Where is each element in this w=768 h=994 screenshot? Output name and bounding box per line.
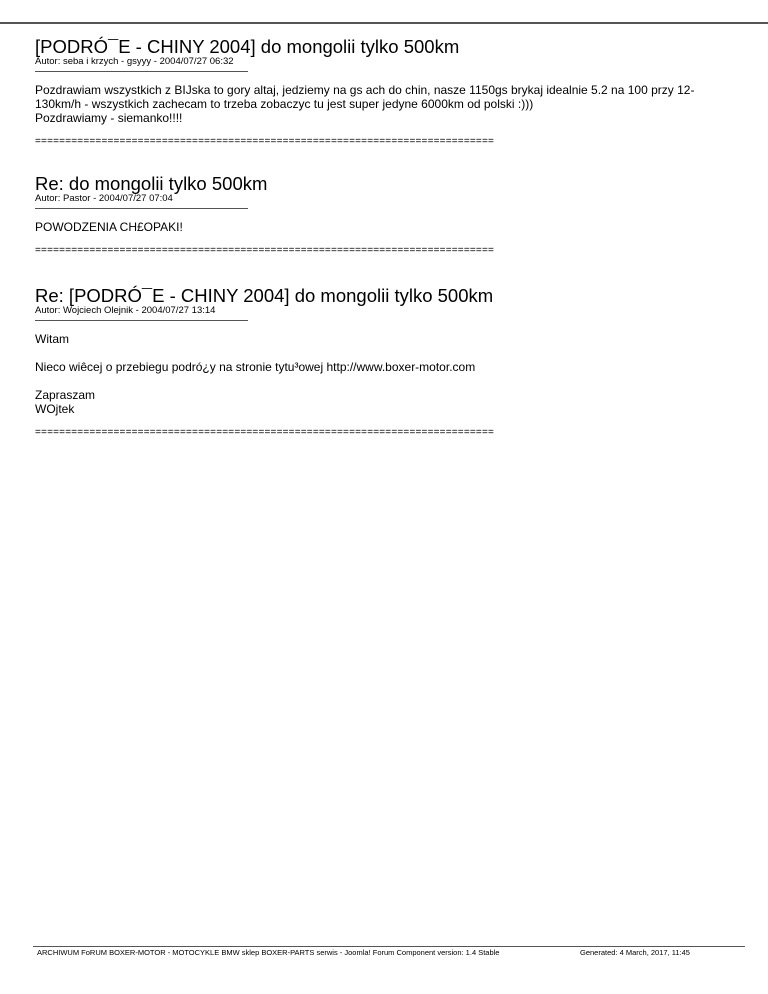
post-body	[35, 83, 735, 125]
title-underline	[35, 320, 248, 321]
title-underline	[35, 208, 248, 209]
post-paragraph: Zapraszam	[35, 388, 96, 402]
post-3	[35, 286, 735, 438]
title-underline	[35, 71, 248, 72]
paragraph-gap	[35, 346, 735, 360]
post-paragraph: WOjtek	[35, 402, 75, 416]
post-body	[35, 332, 735, 416]
post-body	[35, 220, 735, 234]
post-2	[35, 174, 735, 256]
post-author-meta: Autor: seba i krzych - gsyyy - 2004/07/27 06:32	[35, 56, 234, 67]
post-separator: ============================================================================	[35, 245, 495, 256]
post-title: Re: [PODRÓ¯E - CHINY 2004] do mongolii tylko 500km	[35, 285, 494, 306]
footer-generated-date: Generated: 4 March, 2017, 11:45	[580, 948, 690, 957]
header-rule	[0, 22, 768, 24]
post-paragraph: Nieco wiêcej o przebiegu podró¿y na stronie tytu³owej http://www.boxer-motor.com	[35, 360, 476, 374]
footer-source: ARCHIWUM FoRUM BOXER-MOTOR - MOTOCYKLE BMW sklep BOXER-PARTS serwis - Joomla! Forum Component version: 1.4 Stable	[37, 948, 500, 957]
post-separator: ============================================================================	[35, 136, 495, 147]
footer-rule	[33, 946, 745, 947]
post-author-meta: Autor: Pastor - 2004/07/27 07:04	[35, 193, 173, 204]
post-separator: ============================================================================	[35, 427, 495, 438]
post-1	[35, 37, 735, 147]
post-title: [PODRÓ¯E - CHINY 2004] do mongolii tylko 500km	[35, 36, 460, 57]
post-paragraph: Pozdrawiam wszystkich z BIJska to gory altaj, jedziemy na gs ach do chin, nasze 1150gs brykaj idealnie 5.2 na 100 przy 12-130km/h - wszystkich zachecam to trzeba zobaczyc tu jest super jedyne 6000km od polski :)))	[35, 83, 695, 111]
post-paragraph: POWODZENIA CH£OPAKI!	[35, 220, 183, 234]
paragraph-gap	[35, 374, 735, 388]
post-author-meta: Autor: Wojciech Olejnik - 2004/07/27 13:14	[35, 305, 216, 316]
post-title: Re: do mongolii tylko 500km	[35, 173, 268, 194]
post-paragraph: Witam	[35, 332, 69, 346]
post-paragraph: Pozdrawiamy - siemanko!!!!	[35, 111, 183, 125]
